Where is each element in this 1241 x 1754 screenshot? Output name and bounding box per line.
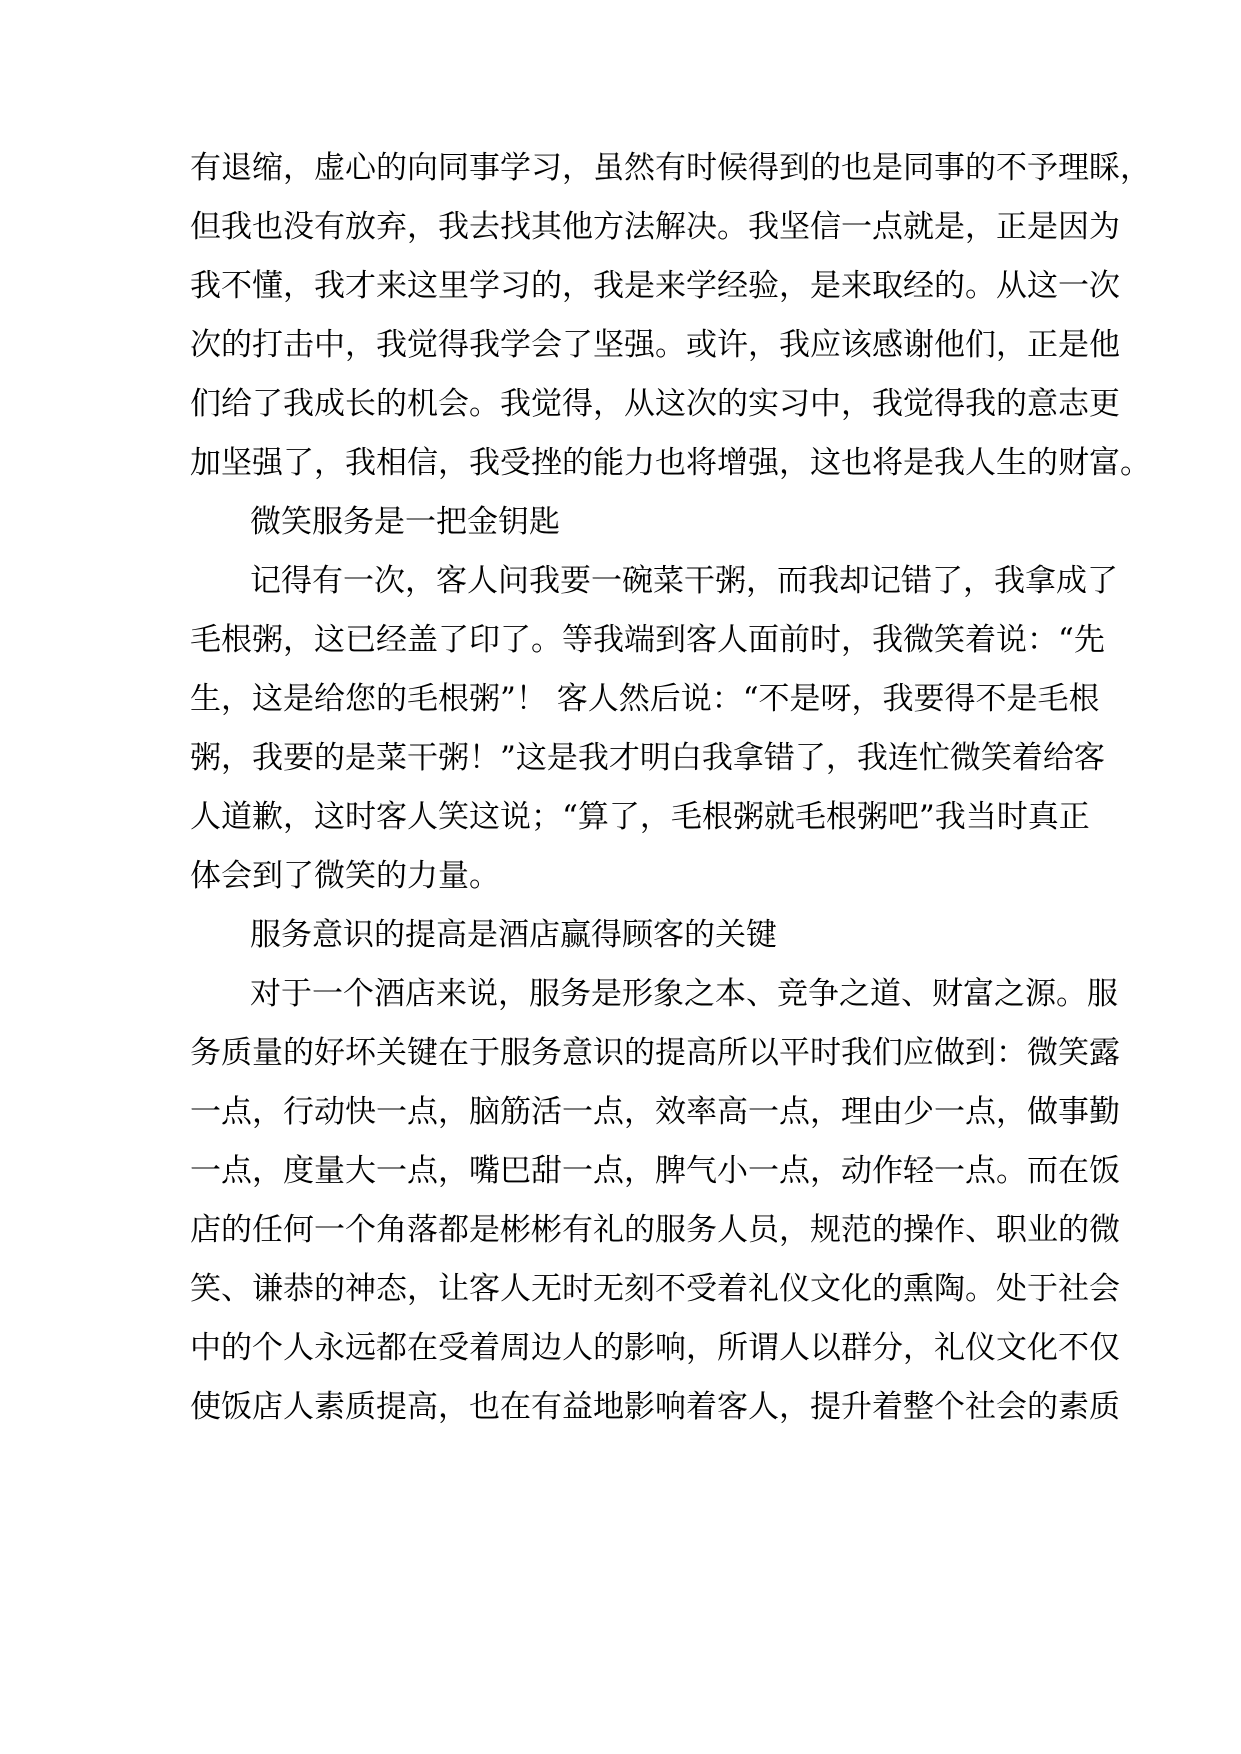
text-line: 们给了我成长的机会。我觉得，从这次的实习中，我觉得我的意志更	[190, 386, 1120, 422]
paragraph-first-line: 对于一个酒店来说，服务是形象之本、竞争之道、财富之源。服	[250, 976, 1118, 1012]
paragraph-last-line: 体会到了微笑的力量。	[190, 858, 500, 894]
text-line: 生，这是给您的毛根粥”！ 客人然后说：“不是呀，我要得不是毛根	[190, 681, 1100, 717]
text-line: 一点，度量大一点，嘴巴甜一点，脾气小一点，动作轻一点。而在饭	[190, 1153, 1120, 1189]
text-line: 笑、谦恭的神态，让客人无时无刻不受着礼仪文化的熏陶。处于社会	[190, 1271, 1120, 1307]
text-line: 但我也没有放弃，我去找其他方法解决。我坚信一点就是，正是因为	[190, 209, 1120, 245]
text-line: 次的打击中，我觉得我学会了坚强。或许，我应该感谢他们，正是他	[190, 327, 1120, 363]
text-line: 务质量的好坏关键在于服务意识的提高所以平时我们应做到：微笑露	[190, 1035, 1120, 1071]
paragraph-first-line: 记得有一次，客人问我要一碗菜干粥，而我却记错了，我拿成了	[250, 563, 1118, 599]
section-heading: 服务意识的提高是酒店赢得顾客的关键	[250, 917, 777, 953]
text-line: 一点，行动快一点，脑筋活一点，效率高一点，理由少一点，做事勤	[190, 1094, 1120, 1130]
text-line: 店的任何一个角落都是彬彬有礼的服务人员，规范的操作、职业的微	[190, 1212, 1120, 1248]
text-line: 加坚强了，我相信，我受挫的能力也将增强，这也将是我人生的财富。	[190, 445, 1151, 481]
section-heading: 微笑服务是一把金钥匙	[250, 504, 560, 540]
text-line: 使饭店人素质提高，也在有益地影响着客人，提升着整个社会的素质	[190, 1389, 1120, 1425]
text-line: 中的个人永远都在受着周边人的影响，所谓人以群分，礼仪文化不仅	[190, 1330, 1120, 1366]
text-line: 粥，我要的是菜干粥！”这是我才明白我拿错了，我连忙微笑着给客	[190, 740, 1105, 776]
text-line: 人道歉，这时客人笑这说；“算了，毛根粥就毛根粥吧”我当时真正	[190, 799, 1090, 835]
text-line: 毛根粥，这已经盖了印了。等我端到客人面前时，我微笑着说：“先	[190, 622, 1105, 658]
text-line: 我不懂，我才来这里学习的，我是来学经验，是来取经的。从这一次	[190, 268, 1120, 304]
text-line: 有退缩，虚心的向同事学习，虽然有时候得到的也是同事的不予理睬，	[190, 150, 1151, 186]
